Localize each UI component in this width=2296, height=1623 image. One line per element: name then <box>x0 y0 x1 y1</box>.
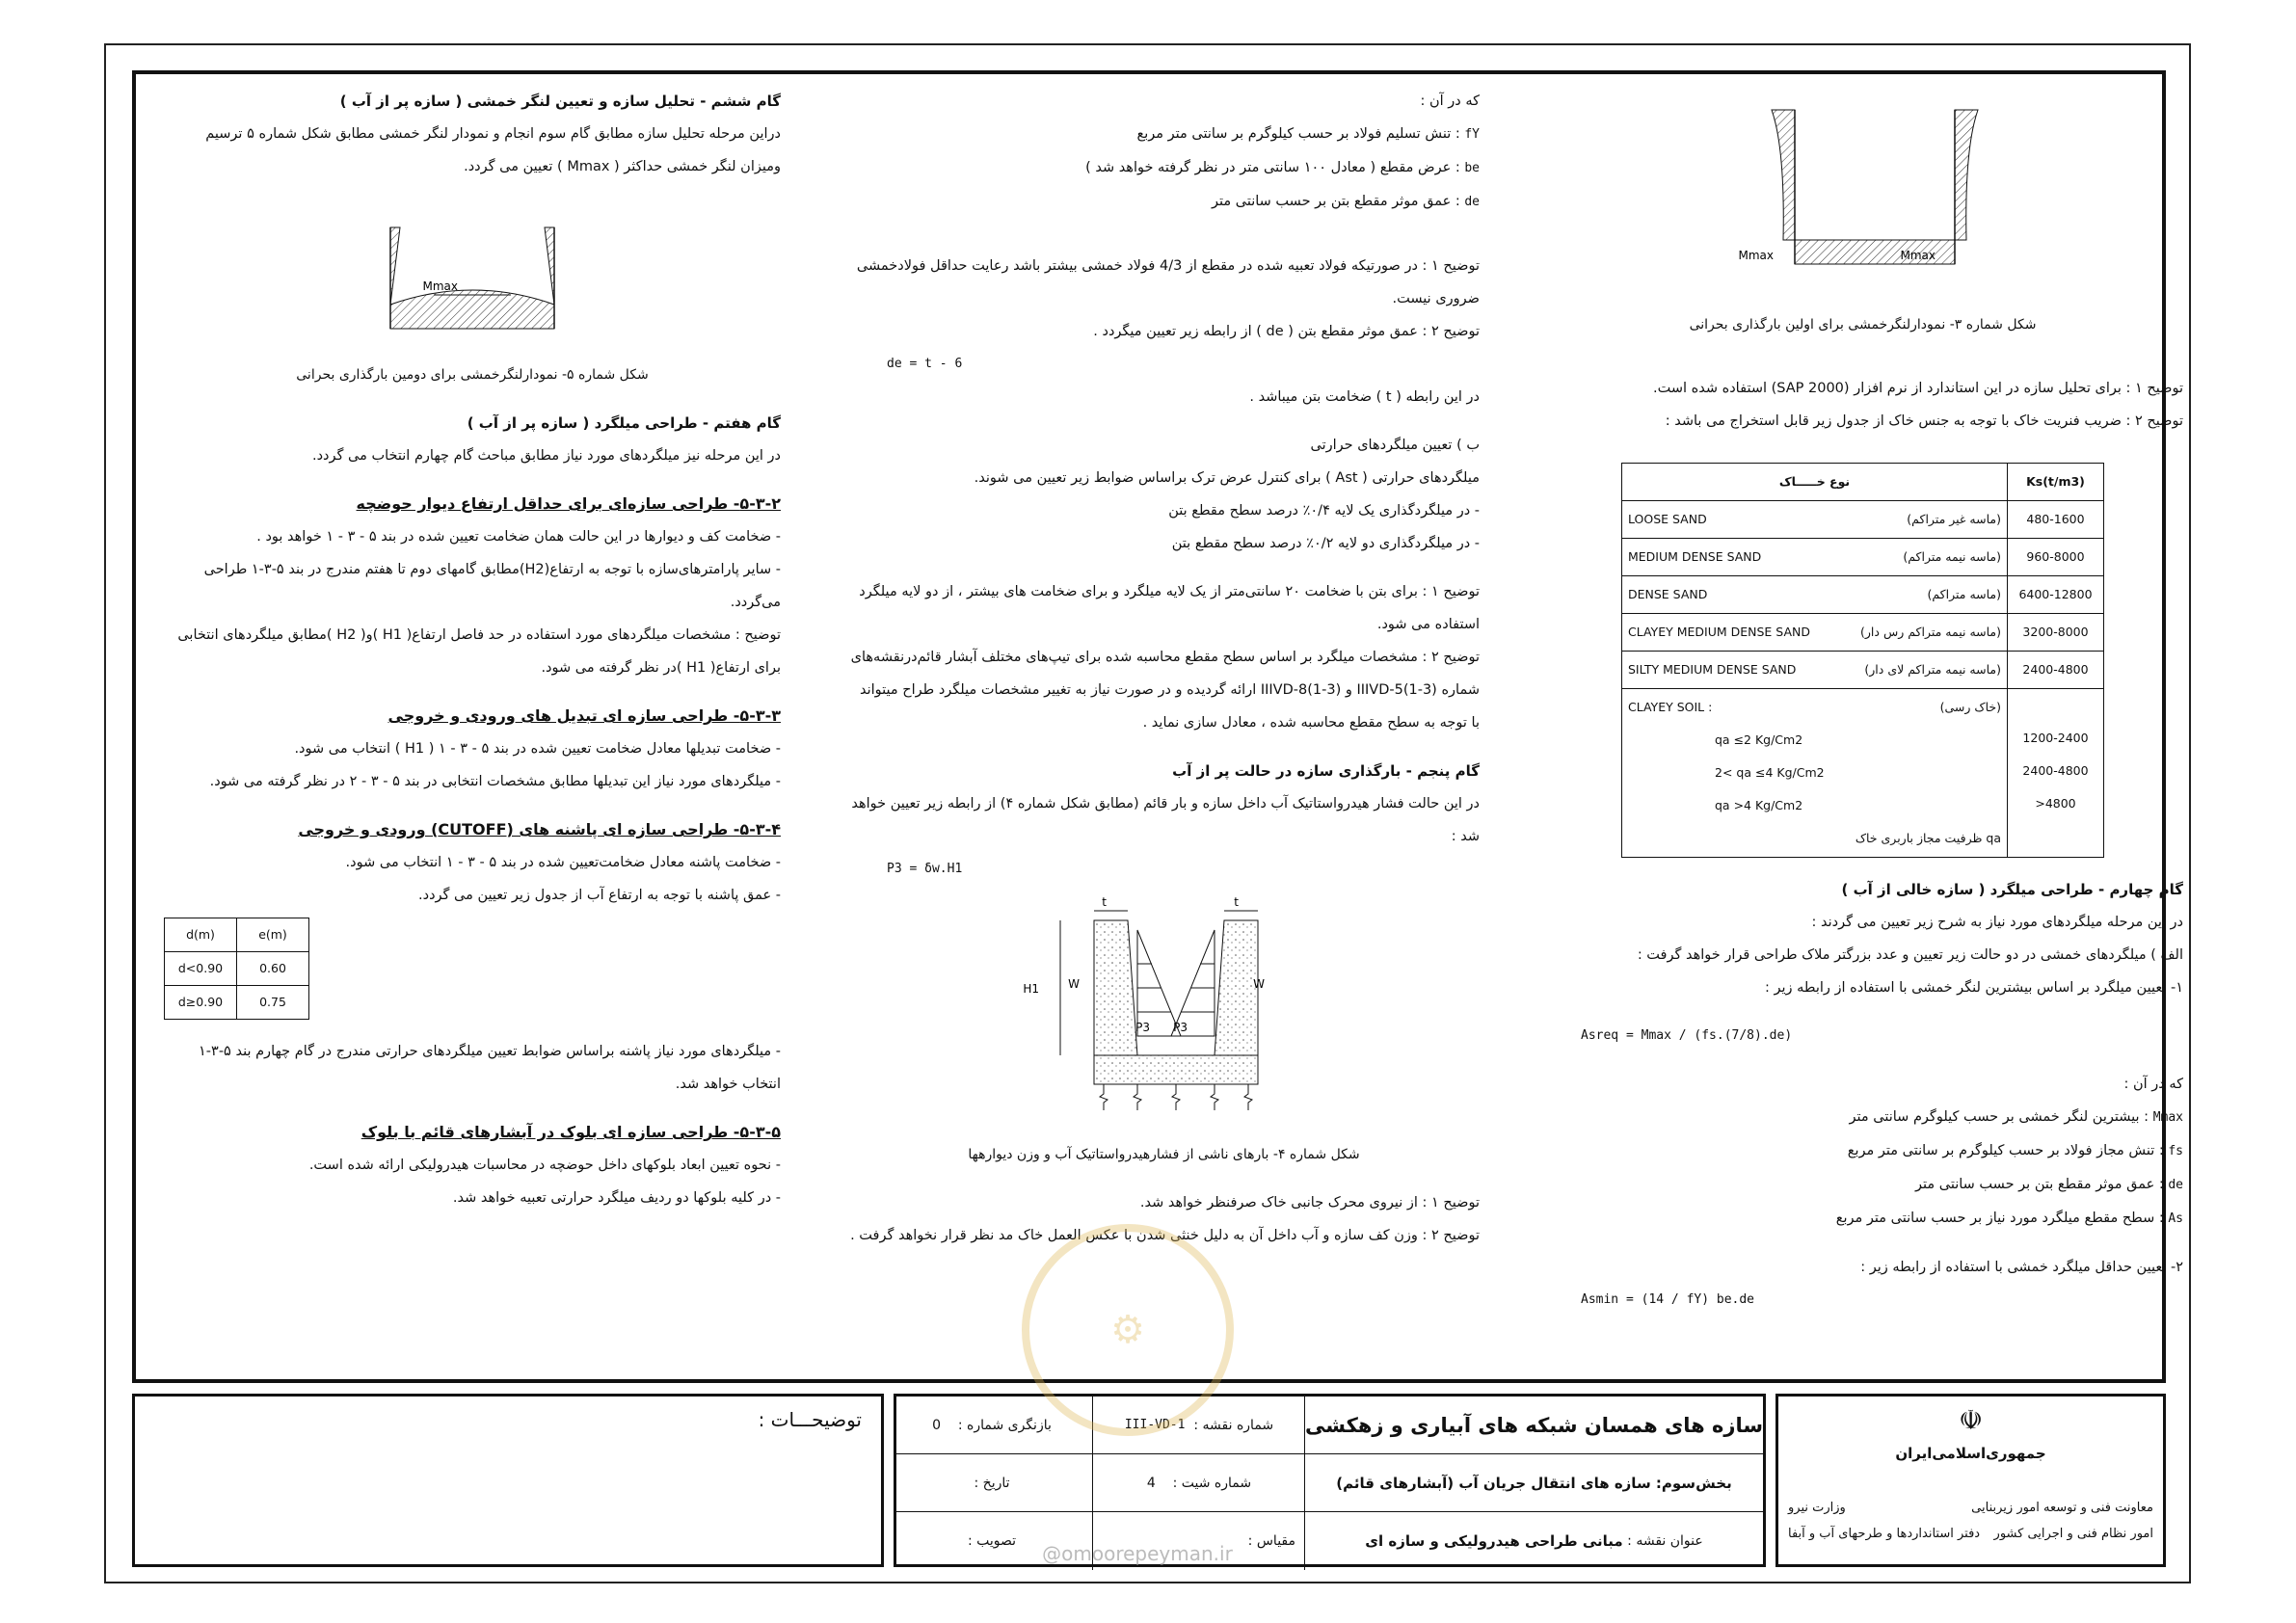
fig4-t-left: t <box>1102 895 1107 909</box>
map-no-label: شماره نقشه : <box>1193 1417 1274 1433</box>
soil-en: DENSE SAND <box>1628 587 1708 601</box>
def-text: عرض مقطع ( معادل ۱۰۰ سانتی متر در نظر گرفته خواهد شد ) <box>1085 160 1452 175</box>
soil-fa: (ماسه غیر متراکم) <box>1907 512 2001 526</box>
soil-ks: 2400-4800 <box>2008 652 2104 689</box>
notes-label: توضیحـــات : <box>758 1408 862 1431</box>
fig4-caption: شکل شماره ۴- بارهای ناشی از فشارهیدرواستاتیک آب و وزن دیوارهها <box>968 1147 1360 1162</box>
table-cell: 0.60 <box>237 952 309 986</box>
clayey-cond: qa >4 Kg/Cm2 <box>1715 798 1803 812</box>
main-info-box <box>894 1394 1766 1567</box>
soil-ks: 480-1600 <box>2008 501 2104 539</box>
def-symbol: de <box>1464 195 1480 209</box>
table-row-clayey <box>1622 689 2104 858</box>
step6-p1: دراین مرحله تحلیل سازه مطابق گام سوم انجام و نمودار لنگر خمشی مطابق شکل شماره ۵ ترسیم ومیزان لنگر خمشی حداکثر ( Mmax ) تعیین می گردد. <box>205 126 781 174</box>
table-cell: 0.75 <box>237 986 309 1020</box>
fig4-w-left: W <box>1068 977 1080 991</box>
step5-p1: در این حالت فشار هیدرواستاتیک آب داخل سازه و بار قائم (مطابق شکل شماره ۴) از رابطه زیر تعیین خواهد شد : <box>851 796 1480 844</box>
col2-note7: توضیح ۲ : وزن کف سازه و آب داخل آن به دلیل خنثی شدن با عکس العمل خاک مد نظر قرار نخواهد گرفت . <box>850 1228 1480 1243</box>
soil-ks: 960-8000 <box>2008 539 2104 576</box>
clayey-en: CLAYEY SOIL : <box>1628 700 1713 714</box>
def-symbol: fs <box>2168 1144 2183 1158</box>
def-row: de : عمق موثر مقطع بتن بر حسب سانتی متر <box>1212 194 1480 209</box>
def-symbol: de <box>2168 1178 2183 1192</box>
watermark-seal: ⚙ <box>1022 1224 1234 1436</box>
fig5-caption: شکل شماره ۵- نمودارلنگرخمشی برای دومین بارگذاری بحرانی <box>296 367 649 383</box>
table-cell: d≥0.90 <box>165 986 237 1020</box>
soil-head-type: نوع خـــــاک <box>1622 464 2008 501</box>
s2-p1: - ضخامت کف و دیوارها در این حالت همان ضخامت تعیین شده در بند ۵ - ۳ - ۱ خواهد بود . <box>256 529 781 545</box>
fig4-p3-right: P3 <box>1173 1021 1188 1034</box>
column-left <box>164 85 781 1214</box>
s2-title: ۵-۳-۲- طراحی سازه‌ای برای حداقل ارتفاع دیوار حوضچه <box>356 494 781 513</box>
def-text: بیشترین لنگر خمشی بر حسب کیلوگرم سانتی متر <box>1849 1109 2140 1125</box>
cutoff-depth-table <box>164 918 309 1020</box>
step4-p2: الف ) میلگردهای خمشی در دو حالت زیر تعیین و عدد بزرگتر ملاک طراحی قرار خواهد گرفت : <box>1637 947 2183 963</box>
watermark-text: @omoorepeyman.ir <box>1042 1542 1233 1565</box>
org-line2-right: امور نظام فنی و اجرایی کشور <box>1993 1527 2153 1541</box>
s5-p1: - نحوه تعیین ابعاد بلوکهای داخل حوضچه در محاسبات هیدرولیکی ارائه شده است. <box>308 1157 781 1173</box>
figure-4 <box>848 891 1480 1132</box>
formula-p3: P3 = δw.H1 <box>887 862 963 876</box>
fig3-mmax-left: Mmax <box>1738 249 1774 262</box>
step7-title: گام هفتم - طراحی میلگرد ( سازه پر از آب ) <box>467 414 781 432</box>
table-row <box>1622 652 2104 689</box>
column-middle <box>848 85 1480 1252</box>
def-text: تنش تسلیم فولاد بر حسب کیلوگرم بر سانتی متر مربع <box>1136 126 1452 142</box>
clayey-cond: 2< qa ≤4 Kg/Cm2 <box>1715 765 1825 780</box>
s4-p3: - میلگردهای مورد نیاز پاشنه براساس ضوابط تعیین میلگردهای حرارتی مندرج در گام چهارم بند ۵-۳-۱ انتخاب خواهد شد. <box>198 1044 781 1092</box>
soil-ks: 6400-12800 <box>2008 576 2104 614</box>
formula-asreq: Asreq = Mmax / (fs.(7/8).de) <box>1581 1028 1793 1043</box>
qa-note: qa ظرفیت مجاز باربری خاک <box>1855 831 2001 845</box>
s5-title: ۵-۳-۵- طراحی سازه ای بلوک در آبشارهای قائم با بلوک <box>360 1123 781 1141</box>
soil-en: LOOSE SAND <box>1628 512 1707 526</box>
def-symbol: Mmax <box>2152 1110 2183 1125</box>
notes-box <box>132 1394 884 1567</box>
col1-note2: توضیح ۲ : ضریب فنریت خاک با توجه به جنس خاک از جدول زیر قابل استخراج می باشد : <box>1665 413 2183 429</box>
col2-note5: توضیح ۲ : مشخصات میلگرد بر اساس سطح مقطع محاسبه شده برای تیپ‌های مختلف آبشار قائم‌درنقشه‌های شماره (IIIVD-5(1-3 و (IIIVD-8(1-3 ارائه گردیده و در صورت نیاز به تغییر مشخصات میلگرد طراح میتواند با توجه به سطح مقطع محاسبه شده ، معادل سازی نماید . <box>850 650 1480 731</box>
clayey-fa: (خاک رسی) <box>1939 700 2001 714</box>
table-row <box>1622 539 2104 576</box>
s5-p2: - در کلیه بلوکها دو ردیف میلگرد حرارتی تعبیه خواهد شد. <box>452 1190 781 1206</box>
col1-note1: توضیح ۱ : برای تحلیل سازه در این استاندارد از نرم افزار (SAP 2000) استفاده شده است. <box>1653 381 2183 396</box>
sheet-no-label: شماره شیت : <box>1172 1475 1252 1491</box>
col1-where: که در آن : <box>2123 1077 2183 1092</box>
soil-en: MEDIUM DENSE SAND <box>1628 549 1762 564</box>
step7-p1: در این مرحله نیز میلگردهای مورد نیاز مطابق مباحث گام چهارم انتخاب می گردد. <box>311 448 781 464</box>
soil-fa: (ماسه نیمه متراکم رس دار) <box>1860 625 2001 639</box>
step5-title: گام پنجم - بارگذاری سازه در حالت پر از آب <box>1172 762 1480 780</box>
fig4-h1: H1 <box>1023 982 1039 996</box>
clayey-cond: qa ≤2 Kg/Cm2 <box>1715 732 1803 747</box>
figure-5 <box>164 189 781 353</box>
formula-asmin: Asmin = (14 / fY) be.de <box>1581 1292 1755 1307</box>
formula-de: de = t - 6 <box>887 357 963 371</box>
revision: 0 <box>932 1417 942 1433</box>
table-cell: e(m) <box>237 918 309 952</box>
def-text: سطح مقطع میلگرد مورد نیاز بر حسب سانتی متر مربع <box>1835 1211 2155 1226</box>
def-row: fY : تنش تسلیم فولاد بر حسب کیلوگرم بر سانتی متر مربع <box>1136 126 1480 142</box>
soil-fa: (ماسه نیمه متراکم) <box>1903 549 2001 564</box>
scale-label: مقیاس : <box>1247 1533 1295 1549</box>
table-row <box>1622 576 2104 614</box>
step4-title: گام چهارم - طراحی میلگرد ( سازه خالی از آب ) <box>1841 881 2183 898</box>
fig5-mmax: Mmax <box>422 279 458 293</box>
def-symbol: be <box>1464 161 1480 175</box>
date-label: تاریخ : <box>974 1475 1010 1491</box>
org-country: جمهوری‌اسلامی‌ایران <box>1895 1445 2046 1462</box>
s3-title: ۵-۳-۳- طراحی سازه ای تبدیل های ورودی و خروجی <box>387 706 781 725</box>
iran-emblem-icon: ☫ <box>1958 1404 1984 1436</box>
thermal-p1: میلگردهای حرارتی ( Ast ) برای کنترل عرض ترک براساس ضوابط زیر تعیین می شوند. <box>974 470 1480 486</box>
table-row <box>165 986 309 1020</box>
thermal-p2: - در میلگردگذاری یک لایه ۰/۴٪ درصد سطح مقطع بتن <box>1168 503 1480 519</box>
def-row: de : عمق موثر مقطع بتن بر حسب سانتی متر <box>1915 1177 2183 1192</box>
soil-fa: (ماسه نیمه متراکم لای دار) <box>1864 662 2001 677</box>
table-row <box>1622 614 2104 652</box>
revision-label: بازنگری شماره : <box>957 1417 1052 1433</box>
drawing-title-label: عنوان نقشه : <box>1627 1533 1703 1549</box>
section-title: بخش‌سوم: سازه های انتقال جریان آب (آبشارهای قائم) <box>1336 1474 1732 1492</box>
step6-title: گام ششم - تحلیل سازه و تعیین لنگر خمشی ( سازه پر از آب ) <box>339 93 781 110</box>
main-title: سازه های همسان شبکه های آبیاری و زهکشی <box>1305 1413 1763 1437</box>
column-right <box>1542 85 2183 1317</box>
col2-note1: توضیح ۱ : در صورتیکه فولاد تعبیه شده در مقطع از 4/3 فولاد خمشی بیشتر باشد رعایت حداقل فولادخمشی ضروری نیست. <box>856 258 1480 306</box>
table-row <box>1622 501 2104 539</box>
clayey-ks: >4800 <box>2035 796 2076 811</box>
soil-fa: (ماسه متراکم) <box>1927 587 2001 601</box>
hydrostatic-diagram <box>848 891 1480 1132</box>
clayey-ks: 1200-2400 <box>2022 731 2089 745</box>
table-row <box>165 918 309 952</box>
clayey-ks: 2400-4800 <box>2022 763 2089 778</box>
col2-note6: توضیح ۱ : از نیروی محرک جانبی خاک صرفنظر خواهد شد. <box>1139 1195 1480 1211</box>
def-text: تنش مجاز فولاد بر حسب کیلوگرم بر سانتی متر مربع <box>1847 1143 2155 1158</box>
org-line2-left: دفتر استانداردها و طرحهای آب و آبفا <box>1788 1527 1981 1541</box>
col2-note3: در این رابطه ( t ) ضخامت بتن میباشد . <box>1249 389 1480 405</box>
def-row: Mmax : بیشترین لنگر خمشی بر حسب کیلوگرم سانتی متر <box>1849 1109 2183 1125</box>
drawing-title: مبانی طراحی هیدرولیکی و سازه ای <box>1365 1532 1623 1550</box>
def-row: be : عرض مقطع ( معادل ۱۰۰ سانتی متر در نظر گرفته خواهد شد ) <box>1085 160 1480 175</box>
map-no: III-VD-1 <box>1124 1418 1186 1432</box>
soil-ks: 3200-8000 <box>2008 614 2104 652</box>
soil-table <box>1621 463 2104 858</box>
fig3-caption: شکل شماره ۳- نمودارلنگرخمشی برای اولین بارگذاری بحرانی <box>1689 317 2037 333</box>
s4-p2: - عمق پاشنه با توجه به ارتفاع آب از جدول زیر تعیین می گردد. <box>418 888 781 903</box>
s3-p1: - ضخامت تبدیلها معادل ضخامت تعیین شده در بند ۵ - ۳ - ۱ ( H1 ) انتخاب می شود. <box>294 741 781 757</box>
step4-p1: در این مرحله میلگردهای مورد نیاز به شرح زیر تعیین می گردند : <box>1811 915 2183 930</box>
approval-label: تصویب : <box>967 1533 1017 1549</box>
s2-p3: توضیح : مشخصات میلگردهای مورد استفاده در حد فاصل ارتفاع( H1 )و( H2 )مطابق میلگردهای انتخابی برای ارتفاع( H1 )در نظر گرفته می شود. <box>177 627 781 676</box>
s4-title: ۵-۳-۴- طراحی سازه ای پاشنه های (CUTOFF) ورودی و خروجی <box>298 820 781 838</box>
s2-p2: - سایر پارامترهای‌سازه با توجه به ارتفاع(H2)مطابق گامهای دوم تا هفتم مندرج در بند ۵-۳-۱ طراحی می‌گردد. <box>203 562 781 610</box>
figure-3 <box>1542 91 2183 303</box>
col2-where: که در آن : <box>1420 93 1480 109</box>
s3-p2: - میلگردهای مورد نیاز این تبدیلها مطابق مشخصات انتخابی در بند ۵ - ۳ - ۲ در نظر گرفته می شود. <box>209 774 781 789</box>
org-line1-right: معاونت فنی و توسعه امور زیربنایی <box>1971 1501 2153 1515</box>
thermal-p3: - در میلگردگذاری دو لایه ۰/۲٪ درصد سطح مقطع بتن <box>1171 536 1480 551</box>
def-text: عمق موثر مقطع بتن بر حسب سانتی متر <box>1212 194 1452 209</box>
fig4-t-right: t <box>1234 895 1239 909</box>
soil-en: SILTY MEDIUM DENSE SAND <box>1628 662 1797 677</box>
table-cell: d<0.90 <box>165 952 237 986</box>
organization-box <box>1775 1394 2166 1567</box>
moment-diagram-1 <box>1542 91 2183 303</box>
fig4-w-right: W <box>1253 977 1265 991</box>
def-symbol: fY <box>1464 127 1480 142</box>
def-symbol: As <box>2168 1211 2183 1226</box>
moment-diagram-2 <box>164 189 781 353</box>
org-line1-left: وزارت نیرو <box>1788 1501 1846 1515</box>
soil-en: CLAYEY MEDIUM DENSE SAND <box>1628 625 1810 639</box>
def-row: As : سطح مقطع میلگرد مورد نیاز بر حسب سانتی متر مربع <box>1835 1211 2183 1226</box>
thermal-title: ب ) تعیین میلگردهای حرارتی <box>1310 438 1480 453</box>
sheet-no: 4 <box>1146 1475 1156 1491</box>
soil-head-ks: Ks(t/m3) <box>2008 464 2104 501</box>
table-row <box>165 952 309 986</box>
col2-note4: توضیح ۱ : برای بتن با ضخامت ۲۰ سانتی‌متر از یک لایه میلگرد و برای ضخامت های بیشتر ، از دو لایه میلگرد استفاده می شود. <box>859 584 1480 632</box>
table-cell: d(m) <box>165 918 237 952</box>
step4-p3: ۱- تعیین میلگرد بر اساس بیشترین لنگر خمشی با استفاده از رابطه زیر : <box>1765 980 2183 996</box>
def-text: عمق موثر مقطع بتن بر حسب سانتی متر <box>1915 1177 2155 1192</box>
fig4-p3-left: P3 <box>1135 1021 1150 1034</box>
s4-p1: - ضخامت پاشنه معادل ضخامت‌تعیین شده در بند ۵ - ۳ - ۱ انتخاب می شود. <box>345 855 781 870</box>
col2-note2: توضیح ۲ : عمق موثر مقطع بتن ( de ) از رابطه زیر تعیین میگردد . <box>1093 324 1480 339</box>
step4-p4: ۲- تعیین حداقل میلگرد خمشی با استفاده از رابطه زیر : <box>1860 1260 2183 1275</box>
fig3-mmax-right: Mmax <box>1900 249 1936 262</box>
def-row: fs : تنش مجاز فولاد بر حسب کیلوگرم بر سانتی متر مربع <box>1847 1143 2183 1158</box>
